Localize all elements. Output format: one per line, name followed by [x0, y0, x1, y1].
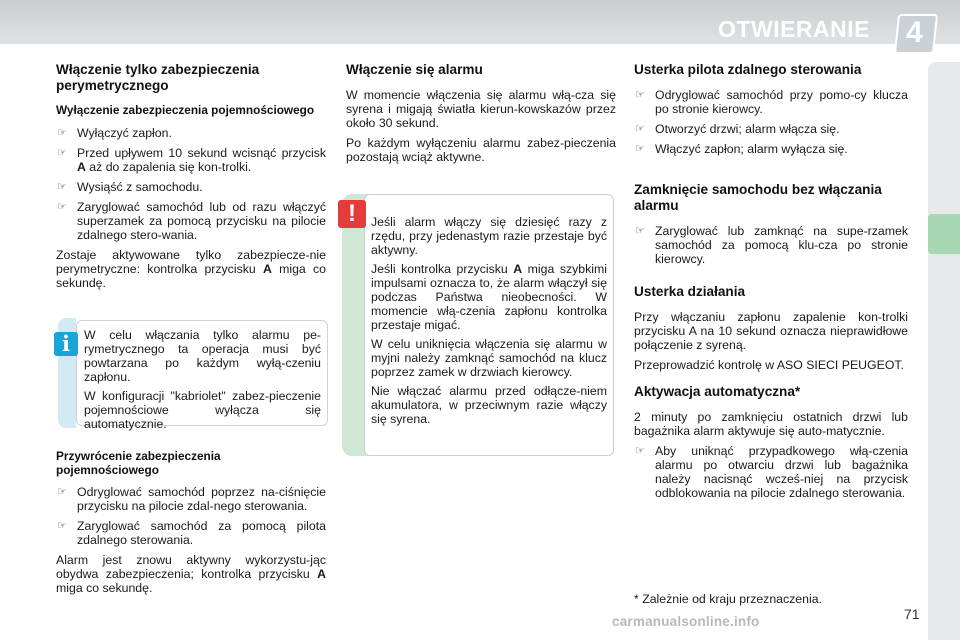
page-title: OTWIERANIE — [718, 16, 870, 42]
subsection-title: Wyłączenie zabezpieczenia pojemnościowego — [56, 103, 315, 117]
pointing-hand-icon: ☞ — [57, 126, 67, 139]
section-title: Włączenie tylko zabezpieczenia perymetrycznego — [56, 62, 260, 93]
column-3 — [634, 62, 908, 506]
paragraph: 2 minuty po zamknięciu ostatnich drzwi lub bagażnika alarm aktywuje się auto-matycznie. — [634, 410, 908, 438]
step-list — [56, 485, 326, 547]
list-item: ☞ Zaryglować lub zamknąć na supe-rzamek samochód za pomocą klu-cza po stronie kierowcy. — [635, 224, 908, 266]
list-item: ☞ Zaryglować samochód lub od razu włączyć superzamek za pomocą przycisku na pilocie zdalnego stero-wania. — [57, 199, 326, 242]
pointing-hand-icon: ☞ — [57, 146, 67, 159]
warning-text: Jeśli kontrolka przycisku A miga szybkimi impulsami oznacza to, że alarm włączył się podczas Państwa nieobecności. W momencie włą-czenia zapłonu kontrolka przestaje migać. — [371, 262, 607, 332]
list-item: ☞ Wysiąść z samochodu. — [57, 179, 203, 194]
section-title: Włączenie się alarmu — [346, 62, 483, 77]
list-item: ☞ Włączyć zapłon; alarm wyłącza się. — [635, 142, 848, 156]
column-2 — [346, 62, 616, 170]
warning-text: Jeśli alarm włączy się dziesięć razy z rzędu, przy jedenastym razie przestaje być aktywny. — [371, 215, 607, 257]
paragraph: Po każdym wyłączeniu alarmu zabez-pieczenia pozostają wciąż aktywne. — [346, 136, 616, 164]
button-key: A — [262, 261, 272, 276]
section-title: Zamknięcie samochodu bez włączania alarmu — [634, 182, 882, 213]
pointing-hand-icon: ☞ — [57, 180, 67, 193]
paragraph: Przy włączaniu zapłonu zapalenie kon-trolki przycisku A na 10 sekund oznacza nieprawidłowe połączenie z syreną. — [634, 310, 908, 352]
paragraph: Alarm jest znowu aktywny wykorzystu-jąc obydwa zabezpieczenia; kontrolka przycisku A miga co sekundę. — [56, 553, 326, 595]
paragraph: W momencie włączenia się alarmu włą-cza się syrena i migają światła kierun-kowskazów przez około 30 sekund. — [346, 88, 616, 130]
chapter-side-tabs — [928, 62, 960, 640]
step-list — [56, 126, 326, 242]
pointing-hand-icon: ☞ — [57, 520, 67, 532]
list-item: ☞ Odryglować samochód poprzez na-ciśnięcie przycisku na pilocie zdal-nego sterowania. — [57, 485, 326, 513]
pointing-hand-icon: ☞ — [635, 89, 645, 101]
pointing-hand-icon: ☞ — [57, 200, 67, 213]
warning-icon: ! — [338, 200, 366, 228]
warning-text: Nie włączać alarmu przed odłącze-niem akumulatora, w przeciwnym razie włączy się syrena. — [371, 384, 607, 426]
list-item: ☞ Wyłączyć zapłon. — [57, 125, 172, 140]
step-list — [634, 88, 908, 156]
pointing-hand-icon: ☞ — [635, 123, 645, 135]
list-item: ☞ Aby uniknąć przypadkowego włą-czenia alarmu po otwarciu drzwi lub bagażnika należy nacisnąć wcześ-niej na przycisk odblokowania na pilocie zdalnego sterowania. — [635, 444, 908, 500]
paragraph: Zostaje aktywowane tylko zabezpiecze-nie perymetryczne: kontrolka przycisku A miga co sekundę. — [56, 247, 326, 290]
watermark: carmanualsonline.info — [612, 614, 760, 629]
active-chapter-tab — [928, 214, 960, 254]
button-key: A — [77, 159, 86, 174]
warning-text: W celu uniknięcia włączenia się alarmu w myjni należy zamknąć samochód na klucz poprzez zamek w drzwiach kierowcy. — [371, 337, 607, 379]
pointing-hand-icon: ☞ — [635, 143, 645, 155]
pointing-hand-icon: ☞ — [57, 486, 67, 498]
button-key: A — [317, 567, 326, 581]
step-list — [634, 444, 908, 500]
column-1-lower — [56, 450, 326, 601]
info-box — [76, 320, 328, 431]
section-title: Usterka pilota zdalnego sterowania — [634, 62, 862, 77]
section-title: Aktywacja automatyczna* — [634, 384, 801, 399]
info-icon: i — [54, 332, 78, 356]
list-item: ☞ Odryglować samochód przy pomo-cy klucza po stronie kierowcy. — [635, 88, 908, 116]
info-text: W celu włączania tylko alarmu pe-rymetrycznego ta operacja musi być powtarzana po każdym wyłą-czeniu zapłonu. — [84, 328, 321, 384]
footnote: * Zależnie od kraju przeznaczenia. — [634, 592, 822, 606]
list-item: ☞ Otworzyć drzwi; alarm włącza się. — [635, 122, 840, 136]
list-item: ☞ Zaryglować samochód za pomocą pilota zdalnego sterowania. — [57, 519, 326, 547]
info-text: W konfiguracji "kabriolet" zabez-pieczenie pojemnościowe wyłącza się automatycznie. — [84, 389, 321, 431]
pointing-hand-icon: ☞ — [635, 445, 645, 457]
section-title: Usterka działania — [634, 284, 746, 299]
step-list — [634, 224, 908, 266]
list-item: ☞ Przed upływem 10 sekund wcisnąć przycisk A aż do zapalenia się kon-trolki. — [57, 145, 326, 174]
button-key: A — [513, 262, 523, 276]
chapter-number: 4 — [906, 16, 923, 49]
warning-box — [364, 194, 614, 456]
subsection-title: Przywrócenie zabezpieczenia pojemnościowego — [56, 449, 221, 477]
paragraph: Przeprowadzić kontrolę w ASO SIECI PEUGEOT. — [634, 358, 904, 372]
pointing-hand-icon: ☞ — [635, 225, 645, 237]
page-number: 71 — [904, 606, 920, 622]
column-1 — [56, 62, 326, 296]
